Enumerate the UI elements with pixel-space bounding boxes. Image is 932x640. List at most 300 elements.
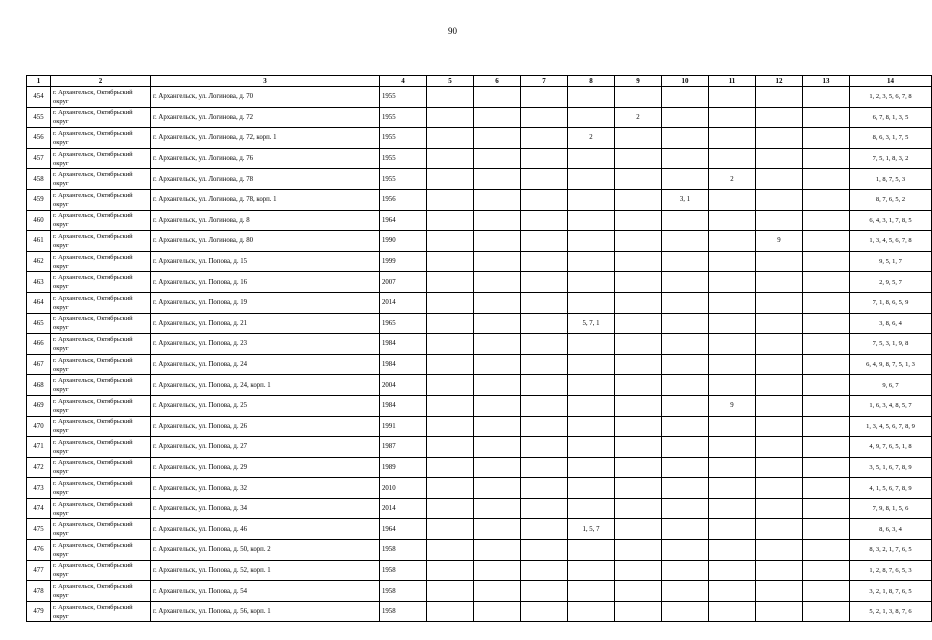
column-header-12: 12 xyxy=(756,76,803,87)
year-cell: 2010 xyxy=(380,478,427,499)
year-cell: 2004 xyxy=(380,375,427,396)
row-number: 462 xyxy=(27,251,51,272)
column-6-cell xyxy=(474,251,521,272)
column-14-cell: 7, 9, 8, 1, 5, 6 xyxy=(850,498,932,519)
column-12-cell xyxy=(756,251,803,272)
address-cell: г. Архангельск, ул. Попова, д. 56, корп. 1 xyxy=(151,601,380,622)
column-8-cell xyxy=(568,292,615,313)
column-7-cell xyxy=(521,251,568,272)
column-13-cell xyxy=(803,334,850,355)
column-8-cell xyxy=(568,272,615,293)
column-9-cell xyxy=(615,478,662,499)
column-10-cell xyxy=(662,251,709,272)
column-5-cell xyxy=(427,581,474,602)
column-14-cell: 8, 6, 3, 4 xyxy=(850,519,932,540)
table-row xyxy=(27,354,932,375)
column-7-cell xyxy=(521,169,568,190)
column-10-cell xyxy=(662,560,709,581)
column-8-cell xyxy=(568,395,615,416)
column-9-cell xyxy=(615,416,662,437)
column-6-cell xyxy=(474,231,521,252)
column-14-cell: 9, 6, 7 xyxy=(850,375,932,396)
column-14-cell: 4, 1, 5, 6, 7, 8, 9 xyxy=(850,478,932,499)
column-12-cell xyxy=(756,107,803,128)
year-cell: 1987 xyxy=(380,437,427,458)
column-8-cell: 5, 7, 1 xyxy=(568,313,615,334)
column-8-cell: 1, 5, 7 xyxy=(568,519,615,540)
column-13-cell xyxy=(803,107,850,128)
column-13-cell xyxy=(803,457,850,478)
district-cell: г. Архангельск, Октябрьский округ xyxy=(51,128,151,149)
row-number: 458 xyxy=(27,169,51,190)
column-7-cell xyxy=(521,416,568,437)
column-12-cell: 9 xyxy=(756,231,803,252)
column-13-cell xyxy=(803,540,850,561)
column-10-cell xyxy=(662,354,709,375)
column-10-cell xyxy=(662,437,709,458)
table-row xyxy=(27,231,932,252)
column-13-cell xyxy=(803,437,850,458)
column-6-cell xyxy=(474,375,521,396)
column-9-cell xyxy=(615,498,662,519)
column-14-cell: 8, 3, 2, 1, 7, 6, 5 xyxy=(850,540,932,561)
column-9-cell xyxy=(615,189,662,210)
column-11-cell: 2 xyxy=(709,169,756,190)
table-row xyxy=(27,601,932,622)
column-7-cell xyxy=(521,560,568,581)
column-9-cell xyxy=(615,375,662,396)
district-cell: г. Архангельск, Октябрьский округ xyxy=(51,87,151,108)
column-11-cell xyxy=(709,457,756,478)
row-number: 478 xyxy=(27,581,51,602)
column-9-cell xyxy=(615,87,662,108)
table-row xyxy=(27,581,932,602)
column-13-cell xyxy=(803,560,850,581)
column-11-cell xyxy=(709,251,756,272)
column-8-cell xyxy=(568,478,615,499)
address-cell: г. Архангельск, ул. Попова, д. 27 xyxy=(151,437,380,458)
column-8-cell xyxy=(568,437,615,458)
column-12-cell xyxy=(756,375,803,396)
address-cell: г. Архангельск, ул. Попова, д. 54 xyxy=(151,581,380,602)
district-cell: г. Архангельск, Октябрьский округ xyxy=(51,272,151,293)
column-12-cell xyxy=(756,354,803,375)
column-10-cell xyxy=(662,601,709,622)
row-number: 461 xyxy=(27,231,51,252)
column-5-cell xyxy=(427,272,474,293)
column-10-cell xyxy=(662,498,709,519)
column-13-cell xyxy=(803,581,850,602)
column-14-cell: 3, 5, 1, 6, 7, 8, 9 xyxy=(850,457,932,478)
column-10-cell xyxy=(662,395,709,416)
column-11-cell xyxy=(709,478,756,499)
column-6-cell xyxy=(474,560,521,581)
column-13-cell xyxy=(803,375,850,396)
table-row xyxy=(27,189,932,210)
district-cell: г. Архангельск, Октябрьский округ xyxy=(51,210,151,231)
column-14-cell: 1, 8, 7, 5, 3 xyxy=(850,169,932,190)
column-12-cell xyxy=(756,395,803,416)
column-6-cell xyxy=(474,354,521,375)
address-cell: г. Архангельск, ул. Попова, д. 52, корп. 1 xyxy=(151,560,380,581)
column-9-cell xyxy=(615,272,662,293)
column-10-cell xyxy=(662,375,709,396)
row-number: 465 xyxy=(27,313,51,334)
table-row xyxy=(27,375,932,396)
column-9-cell xyxy=(615,313,662,334)
column-6-cell xyxy=(474,334,521,355)
column-13-cell xyxy=(803,416,850,437)
column-14-cell: 7, 5, 1, 8, 3, 2 xyxy=(850,148,932,169)
column-11-cell xyxy=(709,87,756,108)
year-cell: 2007 xyxy=(380,272,427,293)
column-14-cell: 6, 4, 9, 8, 7, 5, 1, 3 xyxy=(850,354,932,375)
column-header-2: 2 xyxy=(51,76,151,87)
column-11-cell xyxy=(709,560,756,581)
column-7-cell xyxy=(521,148,568,169)
column-11-cell xyxy=(709,375,756,396)
column-13-cell xyxy=(803,478,850,499)
year-cell: 1965 xyxy=(380,313,427,334)
year-cell: 1955 xyxy=(380,128,427,149)
column-14-cell: 6, 7, 8, 1, 3, 5 xyxy=(850,107,932,128)
column-10-cell xyxy=(662,457,709,478)
column-14-cell: 8, 6, 3, 1, 7, 5 xyxy=(850,128,932,149)
column-12-cell xyxy=(756,148,803,169)
page-number: 90 xyxy=(448,26,457,36)
row-number: 472 xyxy=(27,457,51,478)
column-7-cell xyxy=(521,519,568,540)
district-cell: г. Архангельск, Октябрьский округ xyxy=(51,601,151,622)
column-12-cell xyxy=(756,87,803,108)
column-11-cell: 9 xyxy=(709,395,756,416)
column-8-cell xyxy=(568,169,615,190)
column-8-cell xyxy=(568,210,615,231)
column-10-cell xyxy=(662,210,709,231)
column-7-cell xyxy=(521,457,568,478)
table-row xyxy=(27,87,932,108)
row-number: 473 xyxy=(27,478,51,499)
column-10-cell xyxy=(662,581,709,602)
column-6-cell xyxy=(474,272,521,293)
column-13-cell xyxy=(803,601,850,622)
column-7-cell xyxy=(521,601,568,622)
column-header-6: 6 xyxy=(474,76,521,87)
table-row xyxy=(27,251,932,272)
column-13-cell xyxy=(803,354,850,375)
district-cell: г. Архангельск, Октябрьский округ xyxy=(51,437,151,458)
column-7-cell xyxy=(521,87,568,108)
column-6-cell xyxy=(474,292,521,313)
district-cell: г. Архангельск, Октябрьский округ xyxy=(51,581,151,602)
year-cell: 1990 xyxy=(380,231,427,252)
column-12-cell xyxy=(756,560,803,581)
district-cell: г. Архангельск, Октябрьский округ xyxy=(51,457,151,478)
column-9-cell xyxy=(615,540,662,561)
column-5-cell xyxy=(427,601,474,622)
address-cell: г. Архангельск, ул. Попова, д. 19 xyxy=(151,292,380,313)
row-number: 471 xyxy=(27,437,51,458)
column-5-cell xyxy=(427,560,474,581)
column-9-cell xyxy=(615,292,662,313)
column-13-cell xyxy=(803,87,850,108)
column-6-cell xyxy=(474,540,521,561)
district-cell: г. Архангельск, Октябрьский округ xyxy=(51,334,151,355)
column-8-cell xyxy=(568,498,615,519)
column-header-7: 7 xyxy=(521,76,568,87)
column-header-10: 10 xyxy=(662,76,709,87)
column-14-cell: 3, 8, 6, 4 xyxy=(850,313,932,334)
district-cell: г. Архангельск, Октябрьский округ xyxy=(51,560,151,581)
district-cell: г. Архангельск, Октябрьский округ xyxy=(51,416,151,437)
column-5-cell xyxy=(427,354,474,375)
column-8-cell xyxy=(568,416,615,437)
column-11-cell xyxy=(709,189,756,210)
column-12-cell xyxy=(756,478,803,499)
column-12-cell xyxy=(756,581,803,602)
column-12-cell xyxy=(756,416,803,437)
column-6-cell xyxy=(474,210,521,231)
column-7-cell xyxy=(521,128,568,149)
address-cell: г. Архангельск, ул. Попова, д. 50, корп. 2 xyxy=(151,540,380,561)
column-12-cell xyxy=(756,437,803,458)
row-number: 476 xyxy=(27,540,51,561)
column-11-cell xyxy=(709,437,756,458)
year-cell: 1955 xyxy=(380,169,427,190)
district-cell: г. Архангельск, Октябрьский округ xyxy=(51,251,151,272)
column-6-cell xyxy=(474,189,521,210)
column-8-cell xyxy=(568,540,615,561)
column-header-5: 5 xyxy=(427,76,474,87)
row-number: 469 xyxy=(27,395,51,416)
column-14-cell: 1, 2, 3, 5, 6, 7, 8 xyxy=(850,87,932,108)
column-7-cell xyxy=(521,437,568,458)
row-number: 467 xyxy=(27,354,51,375)
column-8-cell xyxy=(568,334,615,355)
year-cell: 1964 xyxy=(380,519,427,540)
column-9-cell xyxy=(615,251,662,272)
column-14-cell: 8, 7, 6, 5, 2 xyxy=(850,189,932,210)
address-cell: г. Архангельск, ул. Попова, д. 46 xyxy=(151,519,380,540)
address-cell: г. Архангельск, ул. Логинова, д. 78 xyxy=(151,169,380,190)
column-10-cell xyxy=(662,416,709,437)
column-8-cell xyxy=(568,375,615,396)
column-5-cell xyxy=(427,251,474,272)
column-6-cell xyxy=(474,457,521,478)
year-cell: 1984 xyxy=(380,354,427,375)
column-5-cell xyxy=(427,169,474,190)
column-12-cell xyxy=(756,519,803,540)
row-number: 463 xyxy=(27,272,51,293)
column-11-cell xyxy=(709,148,756,169)
address-cell: г. Архангельск, ул. Попова, д. 34 xyxy=(151,498,380,519)
column-7-cell xyxy=(521,292,568,313)
column-6-cell xyxy=(474,128,521,149)
table-row xyxy=(27,334,932,355)
column-6-cell xyxy=(474,416,521,437)
column-9-cell xyxy=(615,395,662,416)
column-14-cell: 3, 2, 1, 8, 7, 6, 5 xyxy=(850,581,932,602)
column-10-cell xyxy=(662,292,709,313)
column-5-cell xyxy=(427,189,474,210)
column-9-cell xyxy=(615,601,662,622)
column-10-cell xyxy=(662,231,709,252)
row-number: 475 xyxy=(27,519,51,540)
column-9-cell xyxy=(615,169,662,190)
column-11-cell xyxy=(709,498,756,519)
column-7-cell xyxy=(521,375,568,396)
column-9-cell xyxy=(615,457,662,478)
row-number: 460 xyxy=(27,210,51,231)
column-7-cell xyxy=(521,581,568,602)
column-5-cell xyxy=(427,148,474,169)
column-7-cell xyxy=(521,354,568,375)
district-cell: г. Архангельск, Октябрьский округ xyxy=(51,519,151,540)
column-12-cell xyxy=(756,210,803,231)
column-5-cell xyxy=(427,375,474,396)
row-number: 457 xyxy=(27,148,51,169)
table-row xyxy=(27,519,932,540)
column-11-cell xyxy=(709,334,756,355)
column-6-cell xyxy=(474,313,521,334)
column-9-cell xyxy=(615,354,662,375)
address-cell: г. Архангельск, ул. Логинова, д. 72 xyxy=(151,107,380,128)
column-10-cell xyxy=(662,478,709,499)
column-8-cell xyxy=(568,457,615,478)
column-13-cell xyxy=(803,313,850,334)
column-11-cell xyxy=(709,107,756,128)
column-9-cell xyxy=(615,210,662,231)
column-11-cell xyxy=(709,416,756,437)
year-cell: 1984 xyxy=(380,334,427,355)
column-11-cell xyxy=(709,601,756,622)
column-8-cell xyxy=(568,231,615,252)
district-cell: г. Архангельск, Октябрьский округ xyxy=(51,395,151,416)
column-5-cell xyxy=(427,210,474,231)
column-5-cell xyxy=(427,107,474,128)
table-row xyxy=(27,395,932,416)
address-cell: г. Архангельск, ул. Попова, д. 24 xyxy=(151,354,380,375)
column-8-cell xyxy=(568,87,615,108)
column-7-cell xyxy=(521,231,568,252)
year-cell: 1955 xyxy=(380,148,427,169)
column-5-cell xyxy=(427,416,474,437)
column-7-cell xyxy=(521,313,568,334)
column-9-cell: 2 xyxy=(615,107,662,128)
district-cell: г. Архангельск, Октябрьский округ xyxy=(51,540,151,561)
table-row xyxy=(27,560,932,581)
address-cell: г. Архангельск, ул. Логинова, д. 78, корп. 1 xyxy=(151,189,380,210)
row-number: 477 xyxy=(27,560,51,581)
column-12-cell xyxy=(756,313,803,334)
column-13-cell xyxy=(803,395,850,416)
column-8-cell xyxy=(568,601,615,622)
column-5-cell xyxy=(427,457,474,478)
row-number: 466 xyxy=(27,334,51,355)
column-14-cell: 7, 1, 8, 6, 5, 9 xyxy=(850,292,932,313)
row-number: 454 xyxy=(27,87,51,108)
column-11-cell xyxy=(709,354,756,375)
column-5-cell xyxy=(427,128,474,149)
column-7-cell xyxy=(521,478,568,499)
address-cell: г. Архангельск, ул. Логинова, д. 72, корп. 1 xyxy=(151,128,380,149)
column-6-cell xyxy=(474,437,521,458)
column-8-cell xyxy=(568,354,615,375)
column-9-cell xyxy=(615,334,662,355)
table-row xyxy=(27,478,932,499)
year-cell: 1958 xyxy=(380,560,427,581)
column-7-cell xyxy=(521,272,568,293)
column-6-cell xyxy=(474,107,521,128)
column-12-cell xyxy=(756,601,803,622)
column-6-cell xyxy=(474,395,521,416)
district-cell: г. Архангельск, Октябрьский округ xyxy=(51,354,151,375)
table-row xyxy=(27,128,932,149)
column-9-cell xyxy=(615,437,662,458)
column-5-cell xyxy=(427,498,474,519)
column-8-cell xyxy=(568,148,615,169)
district-cell: г. Архангельск, Октябрьский округ xyxy=(51,169,151,190)
table-row xyxy=(27,540,932,561)
row-number: 459 xyxy=(27,189,51,210)
column-5-cell xyxy=(427,519,474,540)
column-header-9: 9 xyxy=(615,76,662,87)
column-11-cell xyxy=(709,231,756,252)
column-5-cell xyxy=(427,437,474,458)
column-12-cell xyxy=(756,169,803,190)
column-8-cell xyxy=(568,560,615,581)
year-cell: 1956 xyxy=(380,189,427,210)
column-8-cell xyxy=(568,581,615,602)
column-12-cell xyxy=(756,272,803,293)
table-row xyxy=(27,169,932,190)
column-11-cell xyxy=(709,313,756,334)
column-11-cell xyxy=(709,519,756,540)
address-cell: г. Архангельск, ул. Логинова, д. 70 xyxy=(151,87,380,108)
column-8-cell xyxy=(568,189,615,210)
address-cell: г. Архангельск, ул. Попова, д. 29 xyxy=(151,457,380,478)
column-7-cell xyxy=(521,498,568,519)
column-13-cell xyxy=(803,498,850,519)
year-cell: 1984 xyxy=(380,395,427,416)
column-7-cell xyxy=(521,540,568,561)
year-cell: 1958 xyxy=(380,540,427,561)
year-cell: 2014 xyxy=(380,498,427,519)
header-row xyxy=(27,76,932,87)
year-cell: 1991 xyxy=(380,416,427,437)
year-cell: 1958 xyxy=(380,601,427,622)
column-14-cell: 2, 9, 5, 7 xyxy=(850,272,932,293)
column-14-cell: 5, 2, 1, 3, 8, 7, 6 xyxy=(850,601,932,622)
row-number: 464 xyxy=(27,292,51,313)
district-cell: г. Архангельск, Октябрьский округ xyxy=(51,231,151,252)
column-10-cell xyxy=(662,540,709,561)
column-13-cell xyxy=(803,519,850,540)
column-10-cell xyxy=(662,87,709,108)
column-13-cell xyxy=(803,169,850,190)
column-6-cell xyxy=(474,148,521,169)
address-cell: г. Архангельск, ул. Попова, д. 16 xyxy=(151,272,380,293)
table-row xyxy=(27,210,932,231)
address-cell: г. Архангельск, ул. Попова, д. 26 xyxy=(151,416,380,437)
table-row xyxy=(27,437,932,458)
column-11-cell xyxy=(709,581,756,602)
column-8-cell: 2 xyxy=(568,128,615,149)
year-cell: 2014 xyxy=(380,292,427,313)
column-12-cell xyxy=(756,457,803,478)
year-cell: 1955 xyxy=(380,87,427,108)
column-14-cell: 9, 5, 1, 7 xyxy=(850,251,932,272)
